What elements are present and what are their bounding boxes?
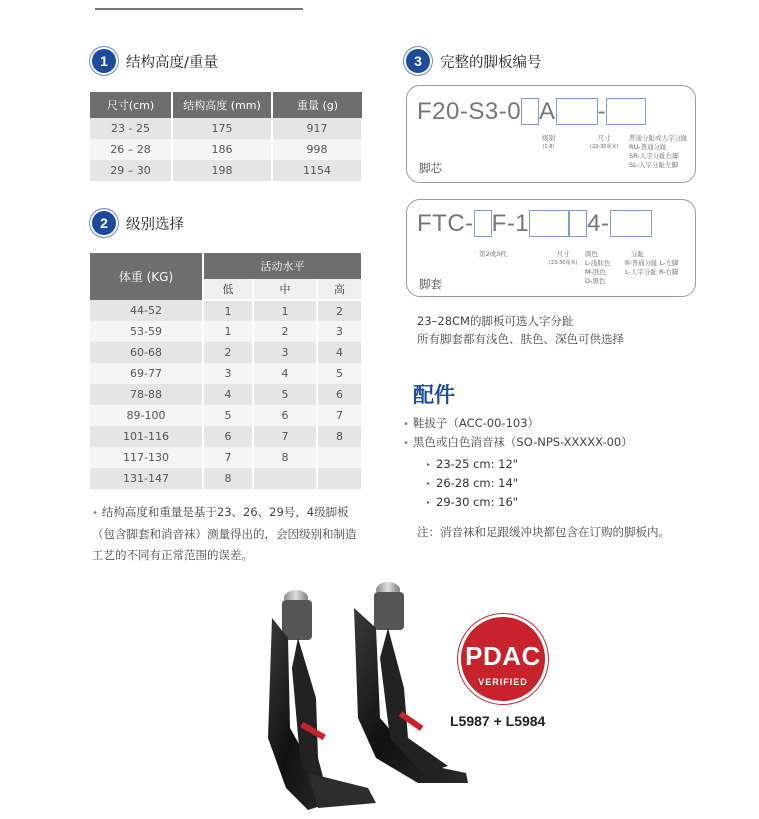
table-cell: 1	[253, 300, 317, 321]
pdac-badge-text: PDAC	[465, 641, 541, 671]
table-cell: 8	[253, 447, 317, 468]
table-row	[90, 426, 361, 447]
toe-side-note-header: 分趾	[631, 250, 644, 258]
foot-core-label: 脚芯	[419, 161, 442, 175]
sock-size-text: 23-25 cm: 12"	[436, 457, 519, 471]
table-cell: 8	[317, 426, 361, 447]
table-cell: 5	[203, 405, 253, 426]
table-cell: 5	[253, 384, 317, 405]
section2-heading	[92, 211, 184, 235]
col-size-header: 尺寸(cm)	[90, 92, 172, 118]
pdac-badge-subtext: VERIFIED	[478, 677, 528, 687]
table-header-row	[90, 253, 361, 279]
table-row	[90, 139, 362, 160]
code-segment: 4-	[587, 210, 610, 237]
category-note-range: (1-8)	[542, 144, 555, 150]
table-cell: 3	[317, 321, 361, 342]
toe-side-note-line	[625, 268, 679, 277]
code-segment: A	[539, 98, 556, 125]
sock-size-item	[427, 476, 518, 490]
section1-number-badge: 1	[92, 49, 116, 73]
weight-header: 体重 (KG)	[90, 253, 203, 300]
category-blank	[521, 98, 539, 125]
size-note-range: (23-30厘米)	[590, 144, 619, 150]
activity-header: 活动水平	[203, 253, 361, 279]
section3-heading	[406, 49, 542, 73]
color-note-line: M-肤色	[585, 268, 606, 276]
accessories-note: 注：消音袜和足跟缓冲块都包含在订购的脚板内。	[417, 525, 670, 539]
table-cell: 6	[317, 384, 361, 405]
accessory-item	[403, 434, 633, 450]
toe-option: R-普通分趾	[625, 259, 658, 267]
triangle-icon: ▸	[427, 499, 431, 506]
sock-size-text: 29-30 cm: 16"	[436, 495, 519, 509]
top-divider	[95, 8, 303, 10]
bullet-icon: •	[403, 438, 409, 449]
section1-title: 结构高度/重量	[126, 54, 218, 71]
table-cell: 1154	[272, 160, 362, 181]
table-cell: 917	[272, 118, 362, 139]
toe-note-line: 普通分趾或人字分趾	[629, 134, 688, 142]
section2-title: 级别选择	[126, 216, 184, 233]
table-row	[90, 160, 362, 181]
accessory-item-text: 黑色或白色消音袜（SO-NPS-XXXXX-00）	[412, 435, 633, 449]
table-cell: 26 – 28	[90, 139, 172, 160]
table-cell: 4	[253, 363, 317, 384]
toe-side-note-line	[625, 259, 679, 268]
table-cell: 2	[317, 300, 361, 321]
table-row	[90, 300, 361, 321]
table-cell: 4	[203, 384, 253, 405]
measurement-note	[92, 502, 364, 566]
accessories-title: 配件	[413, 383, 455, 407]
table-row	[90, 342, 361, 363]
size-note-label: 尺寸	[597, 134, 611, 142]
toe-option-text: 23–28CM的脚板可选人字分趾	[417, 314, 574, 328]
sock-size-text: 26-28 cm: 14"	[436, 476, 519, 490]
section1-heading	[92, 49, 218, 73]
table-row	[90, 405, 361, 426]
table-cell	[317, 468, 361, 489]
table-row	[90, 447, 361, 468]
foot-core-code-box	[406, 85, 696, 183]
toe-side-note	[625, 250, 679, 277]
col-weight-header: 重量 (g)	[272, 92, 362, 118]
color-option-text: 所有脚套都有浅色、肤色、深色可供选择	[417, 332, 624, 346]
side-option: R-右脚	[658, 268, 679, 276]
foot-shell-code	[417, 210, 652, 238]
table-cell	[317, 447, 361, 468]
table-cell: 175	[172, 118, 272, 139]
table-row	[90, 384, 361, 405]
toe-note-line: SR-人字分趾右脚	[629, 152, 679, 160]
sock-size-item	[427, 457, 518, 471]
section3-number-badge: 3	[406, 49, 430, 73]
table-cell: 5	[317, 363, 361, 384]
color-note-line: D-黑色	[585, 277, 606, 285]
foot-shell-code-box	[406, 199, 696, 297]
table-cell: 186	[172, 139, 272, 160]
level-selection-table	[90, 253, 361, 489]
measurement-note-text: 结构高度和重量是基于23、26、29号，4级脚板（包含脚套和消音袜）测量得出的，会因级别和制造工艺的不同有正常范围的误差。	[92, 505, 357, 562]
bullet-icon: •	[92, 508, 98, 519]
accessory-item	[403, 415, 539, 431]
pdac-verified-badge	[458, 614, 548, 704]
table-cell: 2	[253, 321, 317, 342]
col-height-header: 结构高度 (mm)	[172, 92, 272, 118]
size-note	[590, 134, 618, 152]
table-cell: 3	[253, 342, 317, 363]
table-cell: 23 - 25	[90, 118, 172, 139]
accessory-item-text: 鞋拔子（ACC-00-103）	[412, 416, 540, 430]
toe-option: L-人字分趾	[625, 268, 657, 276]
toe-side-blank	[610, 210, 652, 237]
category-note-label: 级别	[542, 134, 555, 142]
level-high-header: 高	[317, 279, 361, 300]
table-cell: 3	[203, 363, 253, 384]
size-note-label: 尺寸	[556, 250, 570, 258]
table-cell: 198	[172, 160, 272, 181]
table-cell: 6	[203, 426, 253, 447]
table-cell: 69-77	[90, 363, 203, 384]
table-cell: 89-100	[90, 405, 203, 426]
size-note	[549, 250, 577, 268]
table-cell: 7	[253, 426, 317, 447]
toe-side-note-line	[625, 250, 679, 259]
side-option: L-左脚	[659, 259, 679, 267]
toe-note-line: RU-普通分趾	[629, 143, 667, 151]
table-cell: 8	[203, 468, 253, 489]
size-blank	[529, 210, 569, 237]
color-note-line: L-浅肤色	[585, 259, 611, 267]
size-note-range: (23-30厘米)	[549, 260, 578, 266]
generation-note: 第2或3代	[479, 250, 507, 258]
triangle-icon: ▸	[427, 480, 431, 487]
table-cell: 101-116	[90, 426, 203, 447]
table-cell: 1	[203, 321, 253, 342]
toe-note	[629, 134, 688, 170]
prosthetic-feet-image	[258, 578, 478, 813]
table-row	[90, 321, 361, 342]
code-segment: -	[597, 98, 607, 125]
code-segment: F-1	[491, 210, 530, 237]
table-cell: 44-52	[90, 300, 203, 321]
table-cell: 53-59	[90, 321, 203, 342]
table-cell: 2	[203, 342, 253, 363]
table-cell: 131-147	[90, 468, 203, 489]
table-cell: 7	[317, 405, 361, 426]
section2-number-badge: 2	[92, 211, 116, 235]
foot-core-code	[417, 98, 646, 126]
generation-blank	[474, 210, 492, 237]
table-cell: 60-68	[90, 342, 203, 363]
color-note	[585, 250, 610, 286]
table-cell: 7	[203, 447, 253, 468]
toe-note-line: SL-人字分趾左脚	[629, 161, 678, 169]
level-low-header: 低	[203, 279, 253, 300]
table-cell: 998	[272, 139, 362, 160]
table-row	[90, 468, 361, 489]
table-cell: 4	[317, 342, 361, 363]
table-cell: 117-130	[90, 447, 203, 468]
level-mid-header: 中	[253, 279, 317, 300]
height-weight-table	[90, 92, 363, 181]
color-note-line: 颜色	[585, 250, 598, 258]
bullet-icon: •	[403, 419, 409, 430]
toe-blank	[606, 98, 646, 125]
table-cell: 78-88	[90, 384, 203, 405]
table-row	[90, 118, 362, 139]
code-segment: FTC-	[417, 210, 474, 237]
table-cell: 1	[203, 300, 253, 321]
code-segment: F20-S3-0	[417, 98, 522, 125]
table-cell: 6	[253, 405, 317, 426]
table-cell: 29 – 30	[90, 160, 172, 181]
category-note	[542, 134, 555, 152]
billing-codes: L5987 + L5984	[450, 713, 546, 729]
table-cell	[253, 468, 317, 489]
section3-title: 完整的脚板编号	[440, 54, 542, 71]
table-row	[90, 363, 361, 384]
sock-size-item	[427, 495, 518, 509]
foot-shell-label: 脚套	[419, 277, 442, 291]
table-header-row	[90, 92, 362, 118]
color-blank	[569, 210, 587, 237]
size-blank	[556, 98, 598, 125]
triangle-icon: ▸	[427, 461, 431, 468]
